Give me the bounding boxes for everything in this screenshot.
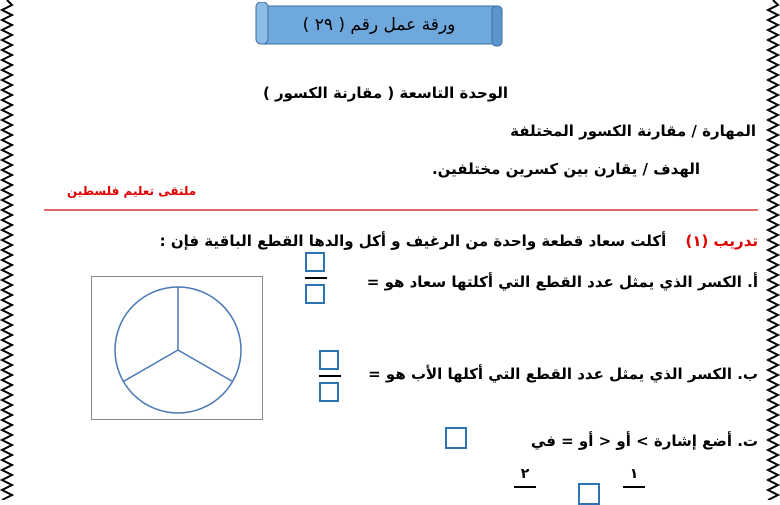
compare-fraction-left — [512, 465, 538, 488]
numerator-box[interactable] — [319, 350, 339, 370]
skill-line: المهارة / مقارنة الكسور المختلفة — [510, 122, 756, 140]
exercise-label: تدريب (١) — [685, 232, 758, 250]
fraction-bar — [319, 375, 341, 377]
answer-fraction-b[interactable] — [319, 350, 343, 402]
worksheet-page — [22, 0, 758, 500]
denominator-box[interactable] — [319, 382, 339, 402]
numerator: ١ — [629, 466, 639, 482]
fraction-bar — [623, 486, 645, 488]
title-banner — [254, 2, 504, 48]
pie-three-parts — [92, 277, 262, 419]
exercise-heading — [160, 232, 758, 250]
answer-fraction-a[interactable] — [305, 252, 329, 304]
worksheet-number: ورقة عمل رقم ( ٢٩ ) — [302, 15, 456, 35]
question-a: أ. الكسر الذي يمثل عدد القطع التي أكلتها سعاد هو = — [366, 273, 758, 291]
compare-fraction-right — [621, 465, 647, 488]
site-label: ملتقى تعليم فلسطين — [67, 184, 197, 198]
right-decorative-border — [766, 0, 780, 500]
left-decorative-border — [0, 0, 14, 500]
section-divider — [44, 209, 758, 211]
unit-title: الوحدة التاسعة ( مقارنة الكسور ) — [262, 84, 508, 102]
question-c: ت. أضع إشارة > أو < أو = في — [530, 432, 758, 450]
bread-diagram — [91, 276, 263, 420]
fraction-bar — [514, 486, 536, 488]
numerator: ٢ — [520, 466, 530, 482]
exercise-prompt: أكلت سعاد قطعة واحدة من الرغيف و أكل والدها القطع الباقية فإن : — [159, 232, 667, 250]
goal-line: الهدف / يقارن بين كسرين مختلفين. — [431, 160, 700, 178]
compare-sign-box[interactable] — [578, 483, 600, 505]
fraction-bar — [305, 277, 327, 279]
sign-example-box — [445, 427, 467, 449]
numerator-box[interactable] — [305, 252, 325, 272]
denominator-box[interactable] — [305, 284, 325, 304]
question-b: ب. الكسر الذي يمثل عدد القطع التي أكلها الأب هو = — [368, 365, 758, 383]
